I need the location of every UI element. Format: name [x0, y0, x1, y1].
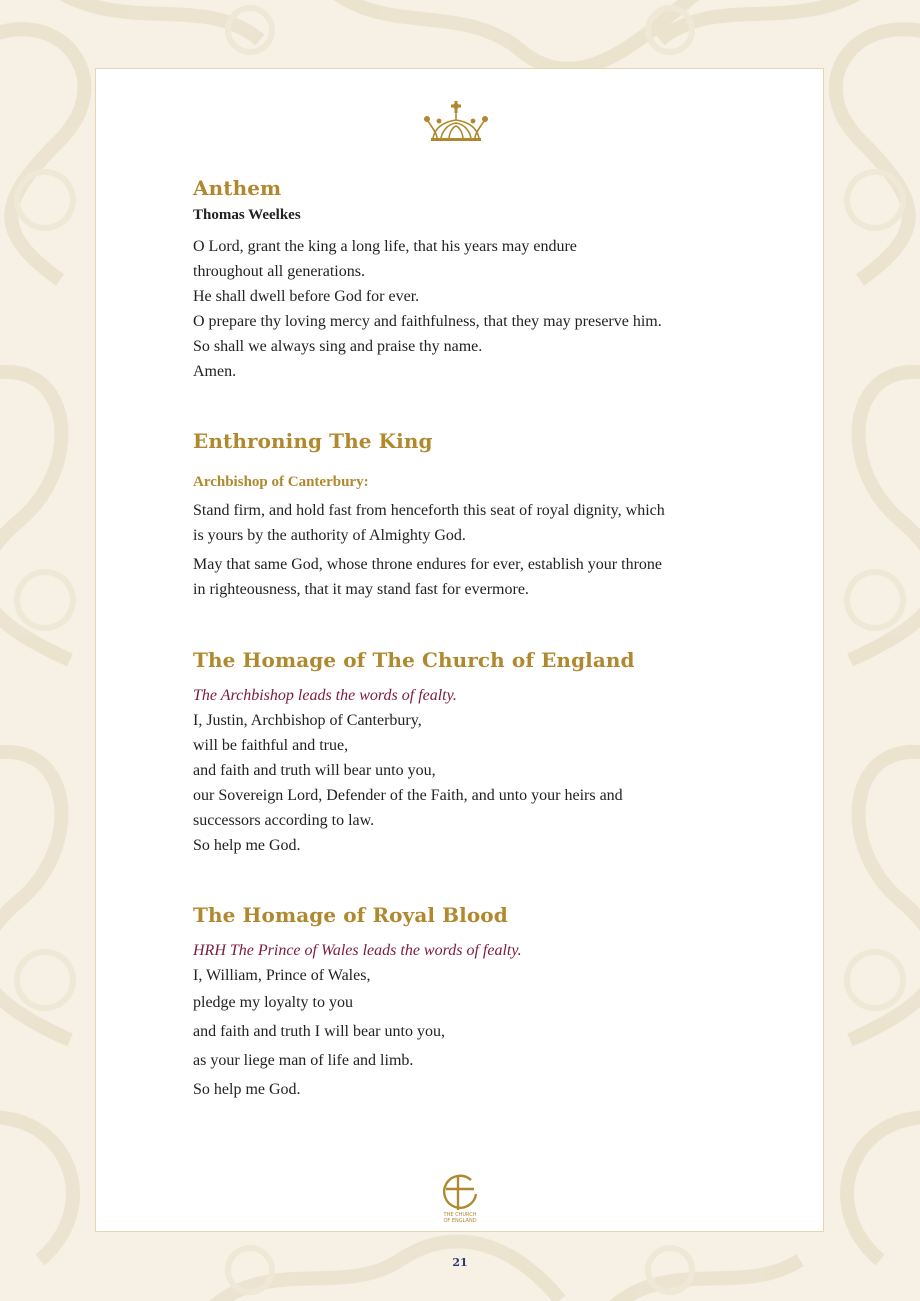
text-line: O Lord, grant the king a long life, that his years may endure — [193, 238, 577, 255]
enthroning-section — [193, 426, 665, 602]
text-line: So help me God. — [193, 837, 301, 854]
text-line: and faith and truth I will bear unto you, — [193, 1023, 445, 1040]
text-line: Stand firm, and hold fast from henceforth this seat of royal dignity, which — [193, 502, 665, 519]
section-heading: Anthem — [193, 176, 282, 200]
text-line: pledge my loyalty to you — [193, 994, 353, 1011]
text-line: Amen. — [193, 363, 237, 380]
speaker-label: Archbishop of Canterbury: — [193, 474, 369, 490]
text-line: is yours by the authority of Almighty God. — [193, 527, 466, 544]
church-of-england-logo-icon — [440, 1172, 480, 1228]
text-line: I, William, Prince of Wales, — [193, 967, 371, 984]
page-number: 21 — [452, 1256, 468, 1269]
text-line: will be faithful and true, — [193, 737, 349, 754]
paragraph — [193, 498, 665, 548]
text-line: So shall we always sing and praise thy name. — [193, 338, 483, 355]
text-line: O prepare thy loving mercy and faithfulness, that they may preserve him. — [193, 313, 662, 330]
text-line: and faith and truth will bear unto you, — [193, 762, 436, 779]
composer-name: Thomas Weelkes — [193, 207, 301, 223]
text-line: He shall dwell before God for ever. — [193, 288, 420, 305]
royal-homage-section — [193, 900, 522, 1104]
text-line: successors according to law. — [193, 812, 375, 829]
logo-text-line: THE CHURCH — [443, 1212, 477, 1218]
text-line: as your liege man of life and limb. — [193, 1052, 414, 1069]
section-heading: Enthroning The King — [193, 429, 433, 453]
crown-icon — [423, 98, 489, 142]
logo-text — [434, 1212, 486, 1224]
section-heading: The Homage of Royal Blood — [193, 903, 508, 927]
oath-lines — [193, 988, 522, 1104]
rubric: HRH The Prince of Wales leads the words of fealty. — [193, 942, 522, 959]
church-homage-section — [193, 645, 635, 858]
text-line: I, Justin, Archbishop of Canterbury, — [193, 712, 422, 729]
text-line: So help me God. — [193, 1081, 301, 1098]
anthem-section — [193, 173, 662, 384]
rubric: The Archbishop leads the words of fealty. — [193, 687, 457, 704]
text-line: May that same God, whose throne endures for ever, establish your throne — [193, 556, 663, 573]
logo-text-line: OF ENGLAND — [443, 1218, 477, 1224]
text-line: in righteousness, that it may stand fast for evermore. — [193, 581, 529, 598]
text-line: throughout all generations. — [193, 263, 365, 280]
text-line: our Sovereign Lord, Defender of the Faith, and unto your heirs and — [193, 787, 623, 804]
section-heading: The Homage of The Church of England — [193, 648, 635, 672]
anthem-text — [193, 234, 662, 384]
paragraph — [193, 552, 665, 602]
